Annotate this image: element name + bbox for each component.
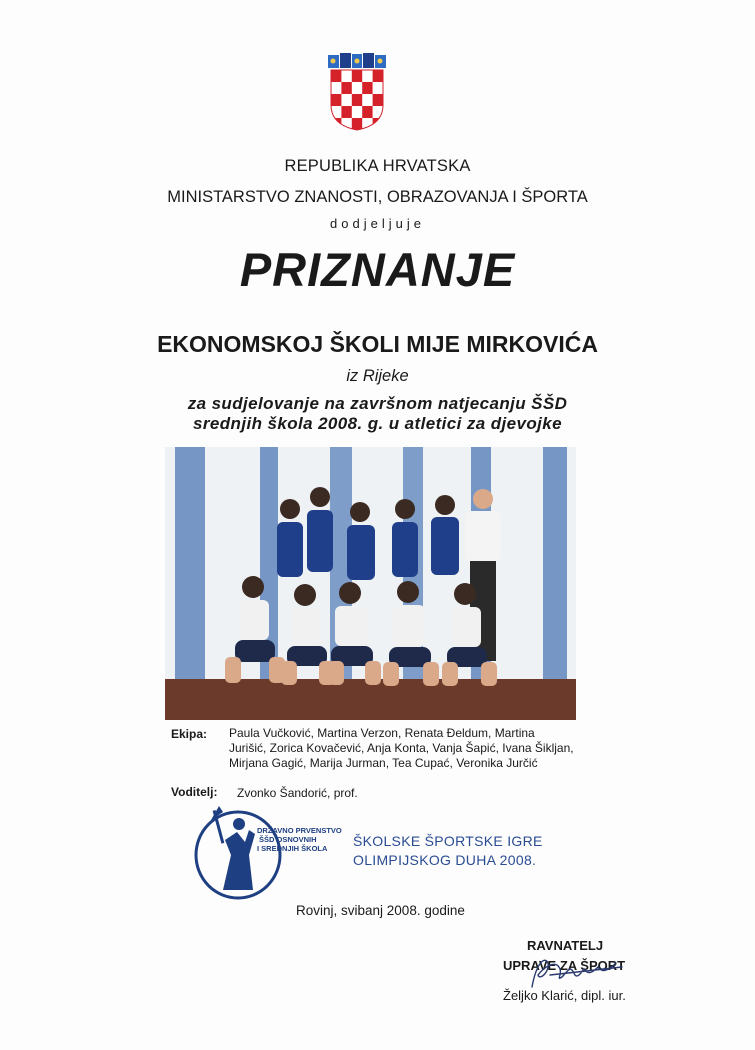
team-label: Ekipa:	[171, 727, 208, 741]
place-and-date: Rovinj, svibanj 2008. godine	[296, 903, 465, 918]
croatian-coat-of-arms-icon	[327, 53, 387, 131]
coach-label: Voditelj:	[171, 785, 218, 799]
certificate-title: PRIZNANJE	[239, 243, 516, 296]
reason-line-1: za sudjelovanje na završnom natjecanju ŠŠD	[187, 394, 568, 413]
republic-heading: REPUBLIKA HRVATSKA	[284, 157, 471, 175]
handwritten-signature	[510, 945, 640, 995]
team-members: Paula Vučković, Martina Verzon, Renata Đeldum, Martina Jurišić, Zorica Kovačević, Anja Konta, Vanja Šapić, Ivana Šikljan, Mirjana Gagić, Marija Jurman, Tea Cupać, Veronika Jurčić	[229, 726, 574, 770]
signatory-title-line-1: RAVNATELJ	[527, 938, 604, 953]
signatory-title-line-2: UPRAVE ZA ŠPORT	[503, 958, 626, 973]
logo-line-3: I SREDNJIH ŠKOLA	[257, 844, 328, 853]
recipient-school: EKONOMSKOJ ŠKOLI MIJE MIRKOVIĆA	[157, 331, 598, 357]
games-title-line-2: OLIMPIJSKOG DUHA 2008.	[353, 852, 537, 868]
coach-name: Zvonko Šandorić, prof.	[237, 786, 358, 800]
signatory-name: Željko Klarić, dipl. iur.	[503, 988, 626, 1003]
recipient-city: iz Rijeke	[346, 367, 409, 385]
reason-line-2: srednjih škola 2008. g. u atletici za djevojke	[193, 414, 562, 433]
ministry-heading: MINISTARSTVO ZNANOSTI, OBRAZOVANJA I ŠPORTA	[167, 188, 588, 206]
logo-line-2: ŠŠD OSNOVNIH	[259, 835, 317, 844]
team-photo	[165, 447, 576, 720]
championship-logo	[193, 800, 343, 900]
awards-text: dodjeljuje	[330, 216, 425, 231]
logo-line-1: DRŽAVNO PRVENSTVO	[257, 826, 342, 835]
games-title-line-1: ŠKOLSKE ŠPORTSKE IGRE	[353, 833, 543, 849]
